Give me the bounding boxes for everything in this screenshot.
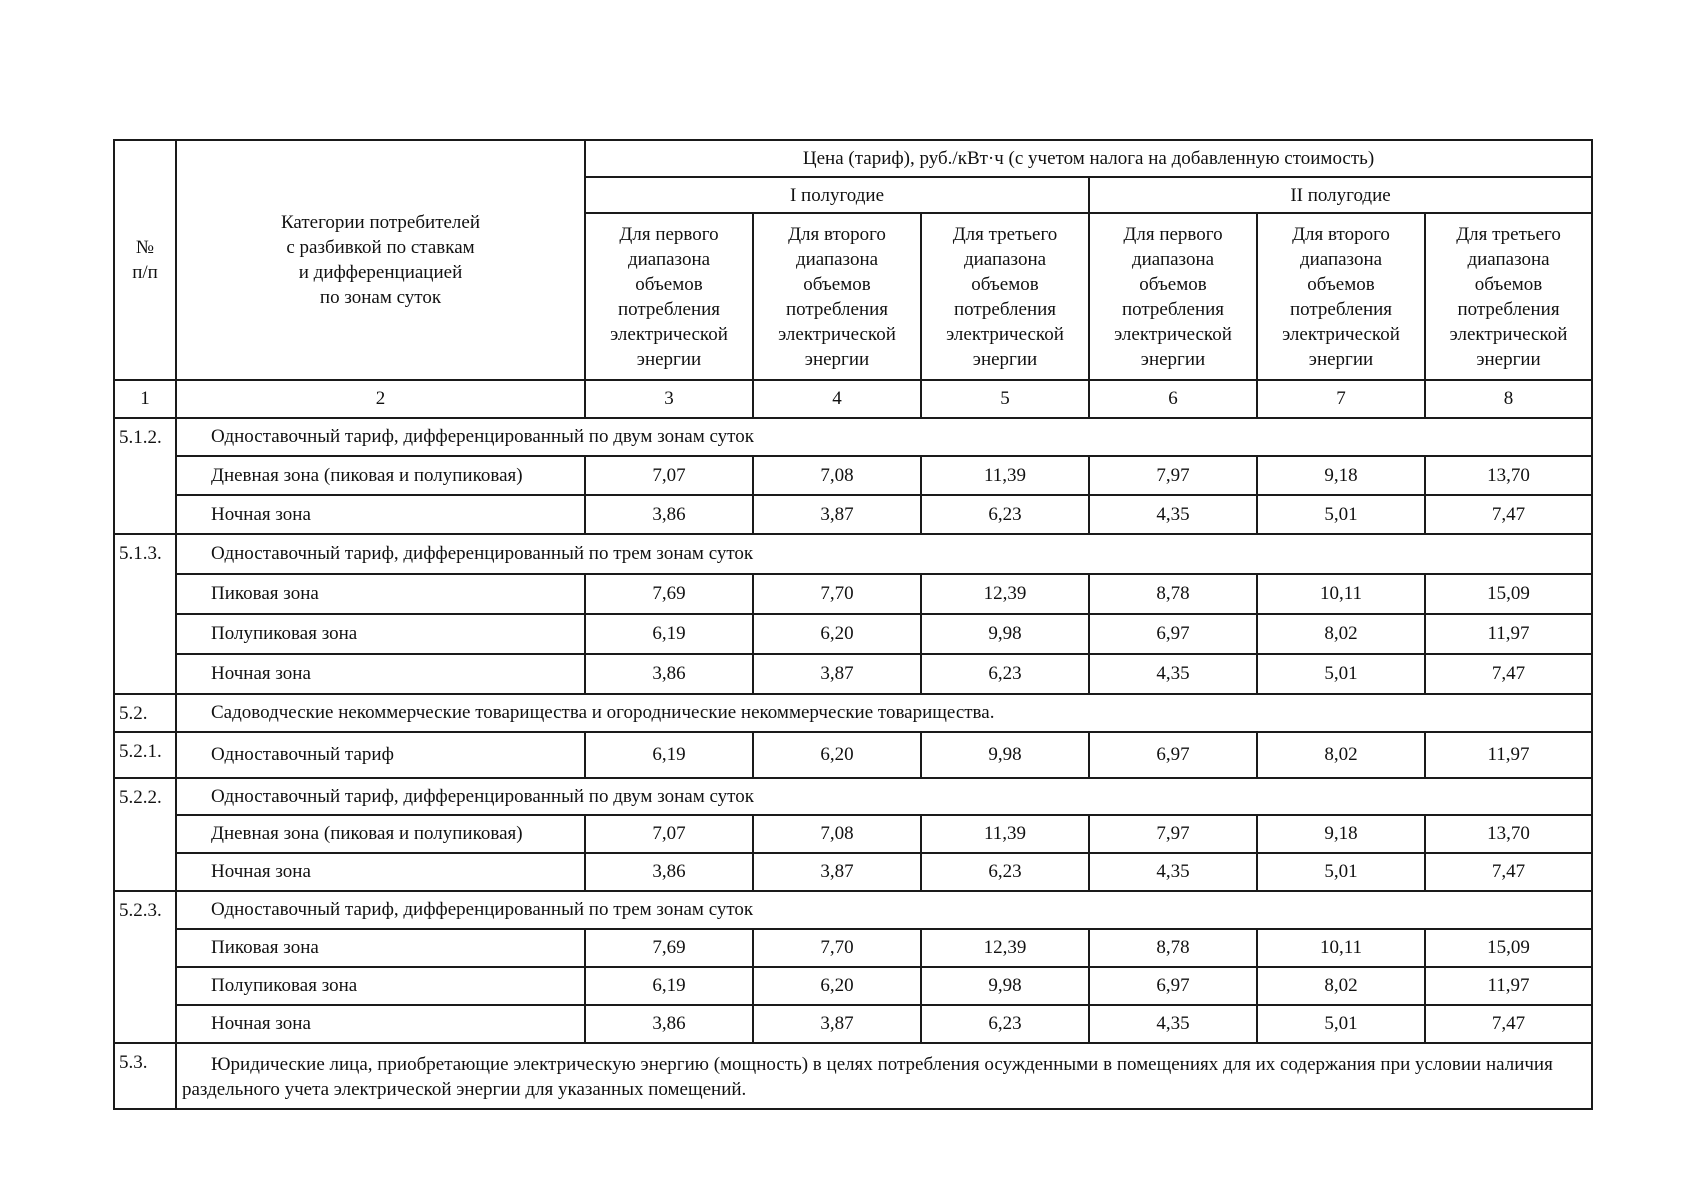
section-title: Одноставочный тариф, дифференцированный по двум зонам суток <box>176 418 1592 456</box>
cell-value: 7,47 <box>1425 495 1592 534</box>
section-title: Юридические лица, приобретающие электрическую энергию (мощность) в целях потребления осужденными в помещениях для их содержания при условии наличия раздельного учета электрической энергии для указанных помещений. <box>182 1054 1553 1100</box>
cell-value: 8,02 <box>1257 967 1425 1005</box>
row-label: Дневная зона (пиковая и полупиковая) <box>176 456 585 495</box>
cell-value: 8,02 <box>1257 732 1425 778</box>
colnum: 7 <box>1257 380 1425 418</box>
row-label: Пиковая зона <box>176 574 585 614</box>
section-title: Садоводческие некоммерческие товарищества и огороднические некоммерческие товарищества. <box>176 694 1592 732</box>
header-col6: Для первого диапазона объемов потребления электрической энергии <box>1089 213 1257 380</box>
cell-value: 7,47 <box>1425 1005 1592 1043</box>
cell-value: 7,47 <box>1425 654 1592 694</box>
cell-value: 5,01 <box>1257 654 1425 694</box>
cell-value: 5,01 <box>1257 853 1425 891</box>
header-col3: Для первого диапазона объемов потребления электрической энергии <box>585 213 753 380</box>
section-index: 5.3. <box>114 1043 176 1109</box>
cell-value: 7,70 <box>753 574 921 614</box>
header-no: № п/п <box>114 140 176 380</box>
row-label: Пиковая зона <box>176 929 585 967</box>
cell-value: 7,08 <box>753 815 921 853</box>
cell-value: 10,11 <box>1257 929 1425 967</box>
cell-value: 7,08 <box>753 456 921 495</box>
section-index: 5.2. <box>114 694 176 732</box>
header-half1: I полугодие <box>585 177 1089 213</box>
table-row <box>114 614 1592 654</box>
row-label: Дневная зона (пиковая и полупиковая) <box>176 815 585 853</box>
cell-value: 6,23 <box>921 495 1089 534</box>
row-label: Ночная зона <box>176 1005 585 1043</box>
header-col5: Для третьего диапазона объемов потребления электрической энергии <box>921 213 1089 380</box>
section-index: 5.2.1. <box>114 732 176 778</box>
cell-value: 3,87 <box>753 654 921 694</box>
cell-value: 8,78 <box>1089 574 1257 614</box>
cell-value: 4,35 <box>1089 654 1257 694</box>
table-row <box>114 654 1592 694</box>
colnum: 1 <box>114 380 176 418</box>
colnum: 3 <box>585 380 753 418</box>
cell-value: 6,23 <box>921 1005 1089 1043</box>
cell-value: 15,09 <box>1425 929 1592 967</box>
row-label: Одноставочный тариф <box>176 732 585 778</box>
cell-value: 3,87 <box>753 495 921 534</box>
header-col8: Для третьего диапазона объемов потребления электрической энергии <box>1425 213 1592 380</box>
cell-value: 11,97 <box>1425 732 1592 778</box>
cell-value: 4,35 <box>1089 853 1257 891</box>
cell-value: 4,35 <box>1089 1005 1257 1043</box>
cell-value: 9,98 <box>921 967 1089 1005</box>
cell-value: 11,97 <box>1425 614 1592 654</box>
cell-value: 9,18 <box>1257 815 1425 853</box>
colnum: 8 <box>1425 380 1592 418</box>
row-label: Ночная зона <box>176 495 585 534</box>
section-title: Одноставочный тариф, дифференцированный по трем зонам суток <box>176 891 1592 929</box>
cell-value: 13,70 <box>1425 815 1592 853</box>
header-half2: II полугодие <box>1089 177 1592 213</box>
cell-value: 6,19 <box>585 614 753 654</box>
cell-value: 6,20 <box>753 614 921 654</box>
row-label: Полупиковая зона <box>176 614 585 654</box>
tariff-table <box>113 139 1593 1110</box>
colnum: 4 <box>753 380 921 418</box>
cell-value: 5,01 <box>1257 1005 1425 1043</box>
header-category: Категории потребителей с разбивкой по ставкам и дифференциацией по зонам суток <box>176 140 585 380</box>
cell-value: 6,20 <box>753 967 921 1005</box>
column-number-row <box>114 380 1592 418</box>
section-title: Одноставочный тариф, дифференцированный по трем зонам суток <box>176 534 1592 574</box>
cell-value: 7,97 <box>1089 815 1257 853</box>
cell-value: 12,39 <box>921 574 1089 614</box>
cell-value: 9,98 <box>921 614 1089 654</box>
cell-value: 3,86 <box>585 1005 753 1043</box>
cell-value: 6,97 <box>1089 614 1257 654</box>
cell-value: 3,86 <box>585 654 753 694</box>
table-row <box>114 967 1592 1005</box>
cell-value: 6,23 <box>921 654 1089 694</box>
table-row <box>114 574 1592 614</box>
cell-value: 6,19 <box>585 967 753 1005</box>
cell-value: 5,01 <box>1257 495 1425 534</box>
cell-value: 9,18 <box>1257 456 1425 495</box>
section-index: 5.2.2. <box>114 778 176 891</box>
cell-value: 9,98 <box>921 732 1089 778</box>
table-row <box>114 732 1592 778</box>
header-col4: Для второго диапазона объемов потребления электрической энергии <box>753 213 921 380</box>
cell-value: 7,97 <box>1089 456 1257 495</box>
table-row <box>114 456 1592 495</box>
section-index: 5.1.3. <box>114 534 176 694</box>
cell-value: 6,19 <box>585 732 753 778</box>
table-row <box>114 853 1592 891</box>
cell-value: 7,69 <box>585 929 753 967</box>
table-row <box>114 495 1592 534</box>
header-price: Цена (тариф), руб./кВт·ч (с учетом налога на добавленную стоимость) <box>585 140 1592 177</box>
cell-value: 7,69 <box>585 574 753 614</box>
cell-value: 3,87 <box>753 853 921 891</box>
row-label: Ночная зона <box>176 654 585 694</box>
table-row <box>114 1005 1592 1043</box>
cell-value: 7,07 <box>585 815 753 853</box>
cell-value: 3,87 <box>753 1005 921 1043</box>
cell-value: 8,02 <box>1257 614 1425 654</box>
cell-value: 6,23 <box>921 853 1089 891</box>
row-label: Полупиковая зона <box>176 967 585 1005</box>
cell-value: 12,39 <box>921 929 1089 967</box>
cell-value: 7,07 <box>585 456 753 495</box>
cell-value: 8,78 <box>1089 929 1257 967</box>
section-index: 5.1.2. <box>114 418 176 534</box>
cell-value: 6,97 <box>1089 732 1257 778</box>
header-col7: Для второго диапазона объемов потребления электрической энергии <box>1257 213 1425 380</box>
cell-value: 3,86 <box>585 853 753 891</box>
cell-value: 7,47 <box>1425 853 1592 891</box>
cell-value: 11,39 <box>921 815 1089 853</box>
table-row <box>114 929 1592 967</box>
cell-value: 6,97 <box>1089 967 1257 1005</box>
cell-value: 11,39 <box>921 456 1089 495</box>
colnum: 2 <box>176 380 585 418</box>
cell-value: 15,09 <box>1425 574 1592 614</box>
colnum: 5 <box>921 380 1089 418</box>
section-title: Одноставочный тариф, дифференцированный по двум зонам суток <box>176 778 1592 815</box>
cell-value: 13,70 <box>1425 456 1592 495</box>
table-row <box>114 815 1592 853</box>
cell-value: 4,35 <box>1089 495 1257 534</box>
cell-value: 11,97 <box>1425 967 1592 1005</box>
cell-value: 7,70 <box>753 929 921 967</box>
row-label: Ночная зона <box>176 853 585 891</box>
cell-value: 3,86 <box>585 495 753 534</box>
colnum: 6 <box>1089 380 1257 418</box>
cell-value: 6,20 <box>753 732 921 778</box>
cell-value: 10,11 <box>1257 574 1425 614</box>
section-index: 5.2.3. <box>114 891 176 1043</box>
